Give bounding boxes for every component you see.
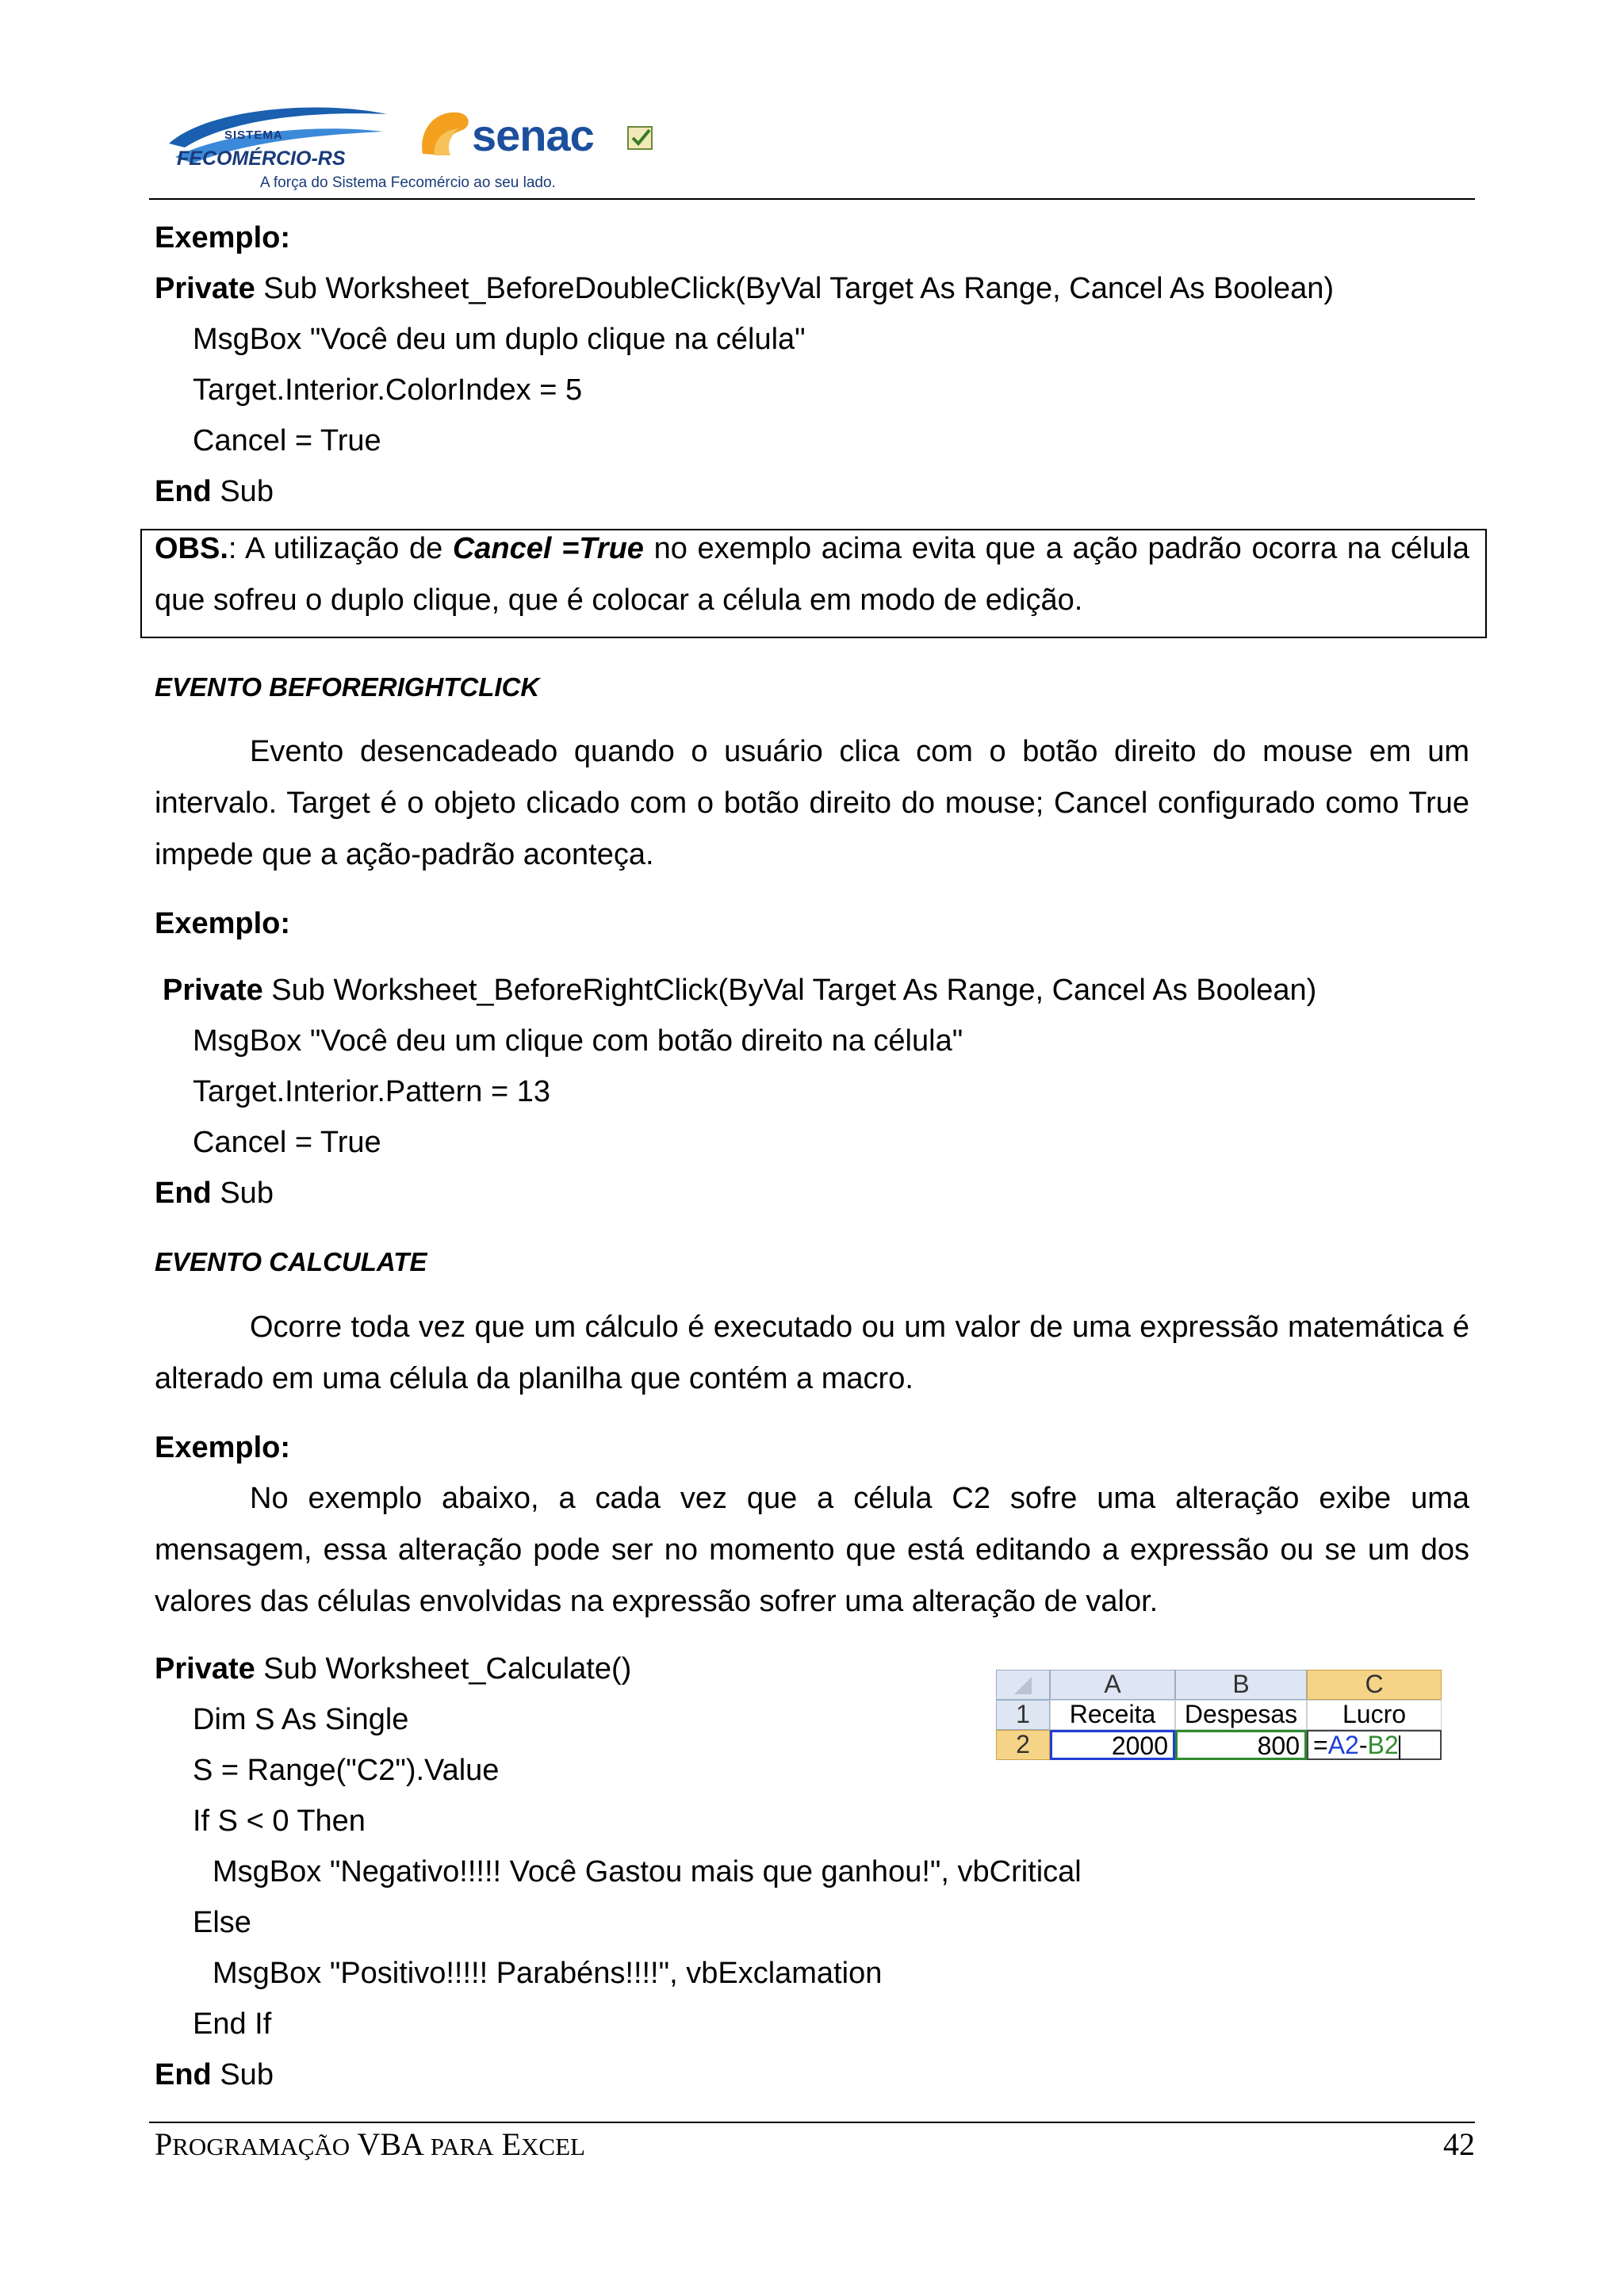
code-text: Cancel = True <box>193 1126 381 1159</box>
code-text: Sub Worksheet_BeforeDoubleClick(ByVal Target As Range, Cancel As Boolean) <box>255 272 1335 305</box>
heading-beforerightclick: EVENTO BEFORERIGHTCLICK <box>155 672 540 702</box>
code-line <box>213 1854 1082 1889</box>
row-header-1: 1 <box>996 1700 1050 1730</box>
obs-note <box>155 523 1469 626</box>
corner-cell <box>996 1670 1050 1700</box>
code-line <box>193 1074 550 1109</box>
badge-icon <box>625 122 657 154</box>
code-line <box>193 322 806 357</box>
code-text: Sub Worksheet_BeforeRightClick(ByVal Target As Range, Cancel As Boolean) <box>262 974 1317 1007</box>
paragraph-calculate-example <box>155 1473 1469 1628</box>
tagline: A força do Sistema Fecomércio ao seu lado. <box>260 174 556 191</box>
code-line <box>193 1702 408 1737</box>
code-text: Sub Worksheet_Calculate() <box>255 1652 632 1686</box>
obs-text-2: no exemplo acima evita que a ação padrão ocorra na célula que sofreu o duplo clique, que é colocar a célula em modo de edição. <box>155 532 1469 617</box>
footer-title-part: VBA <box>350 2126 431 2162</box>
page-number: 42 <box>1443 2126 1475 2162</box>
code-text: Cancel = True <box>193 424 381 457</box>
footer-title-part: P <box>155 2126 173 2162</box>
code-line <box>193 1024 963 1058</box>
code-line <box>193 1125 381 1160</box>
cell-c1: Lucro <box>1307 1700 1442 1730</box>
footer-rule <box>149 2122 1475 2123</box>
fecomercio-line2: FECOMÉRCIO-RS <box>177 147 346 170</box>
fecomercio-logo <box>161 100 391 179</box>
code-line <box>155 1651 631 1686</box>
code-line <box>193 423 381 458</box>
formula-equals: = <box>1313 1731 1328 1759</box>
code-text: Target.Interior.Pattern = 13 <box>193 1075 550 1108</box>
cell-b2: 800 <box>1175 1730 1307 1760</box>
column-header-a: A <box>1050 1670 1175 1700</box>
paragraph-text: Ocorre toda vez que um cálculo é executado ou um valor de uma expressão matemática é alterado em uma célula da planilha que contém a macro. <box>155 1311 1469 1395</box>
code-text: MsgBox "Positivo!!!!! Parabéns!!!!", vbExclamation <box>213 1957 883 1990</box>
code-keyword: End <box>155 1177 212 1210</box>
obs-label: OBS. <box>155 532 228 565</box>
code-text: Else <box>193 1906 251 1939</box>
code-keyword: Private <box>155 1652 255 1686</box>
fecomercio-line1: SISTEMA <box>224 128 283 142</box>
paragraph-text: Evento desencadeado quando o usuário clica com o botão direito do mouse em um intervalo. Target é o objeto clicado com o botão direito do mouse; Cancel configurado como True impede que a ação-padrão aconteça. <box>155 735 1469 871</box>
footer-title-part: ROGRAMAÇÃO <box>172 2133 350 2160</box>
cell-c2-formula[interactable] <box>1307 1730 1442 1760</box>
code-text: Sub <box>211 2058 274 2091</box>
code-line <box>193 1804 366 1839</box>
obs-emphasis: Cancel =True <box>452 532 644 565</box>
cell-b1: Despesas <box>1175 1700 1307 1730</box>
senac-emblem-icon <box>415 106 474 162</box>
formula-ref-a2: A2 <box>1327 1731 1359 1759</box>
exemplo-label-2: Exemplo: <box>155 907 291 940</box>
row-header-2: 2 <box>996 1730 1050 1760</box>
formula-ref-b2: B2 <box>1367 1731 1399 1759</box>
code-text: MsgBox "Você deu um clique com botão direito na célula" <box>193 1024 963 1058</box>
code-text: Sub <box>211 475 274 508</box>
code-text: MsgBox "Você deu um duplo clique na célula" <box>193 323 806 356</box>
cell-a1: Receita <box>1050 1700 1175 1730</box>
code-line <box>155 271 1334 306</box>
exemplo-label-3: Exemplo: <box>155 1431 291 1464</box>
footer-title-part: XCEL <box>521 2133 585 2160</box>
code-text: S = Range("C2").Value <box>193 1754 500 1787</box>
exemplo-label-1: Exemplo: <box>155 221 291 254</box>
paragraph-beforerightclick <box>155 726 1469 881</box>
senac-wordmark: senac <box>472 110 594 160</box>
code-line <box>155 2057 274 2092</box>
column-header-b: B <box>1175 1670 1307 1700</box>
select-all-triangle-icon <box>1011 1674 1035 1697</box>
header-rule <box>149 198 1475 200</box>
code-text: Dim S As Single <box>193 1703 409 1736</box>
code-line <box>163 973 1316 1008</box>
footer-title-part: E <box>493 2126 521 2162</box>
paragraph-calculate <box>155 1302 1469 1405</box>
cell-a2: 2000 <box>1050 1730 1175 1760</box>
code-text: If S < 0 Then <box>193 1804 366 1838</box>
code-text: Sub <box>211 1177 274 1210</box>
senac-logo <box>415 106 653 170</box>
heading-calculate: EVENTO CALCULATE <box>155 1247 427 1276</box>
code-line <box>193 373 582 408</box>
code-line <box>155 474 274 509</box>
code-keyword: Private <box>155 272 255 305</box>
text-cursor <box>1399 1735 1400 1759</box>
header <box>149 95 1475 202</box>
code-text: Target.Interior.ColorIndex = 5 <box>193 373 583 407</box>
code-keyword: Private <box>163 974 263 1007</box>
code-line <box>193 2007 271 2042</box>
footer-title-part: PARA <box>430 2133 494 2160</box>
footer-title <box>155 2126 585 2165</box>
paragraph-text: No exemplo abaixo, a cada vez que a célula C2 sofre uma alteração exibe uma mensagem, essa alteração pode ser no momento que está editando a expressão ou se um dos valores das células envolvidas na expressão sofrer uma alteração de valor. <box>155 1482 1469 1618</box>
obs-text-1: : A utilização de <box>228 532 453 565</box>
formula-operator: - <box>1358 1731 1368 1759</box>
code-text: MsgBox "Negativo!!!!! Você Gastou mais que ganhou!", vbCritical <box>213 1855 1082 1888</box>
spreadsheet-figure <box>996 1670 1448 1762</box>
code-keyword: End <box>155 475 212 508</box>
column-header-c: C <box>1307 1670 1442 1700</box>
code-text: End If <box>193 2007 272 2041</box>
code-line <box>213 1956 882 1991</box>
code-line <box>193 1905 251 1940</box>
code-line <box>155 1176 274 1211</box>
code-line <box>193 1753 499 1788</box>
code-keyword: End <box>155 2058 212 2091</box>
